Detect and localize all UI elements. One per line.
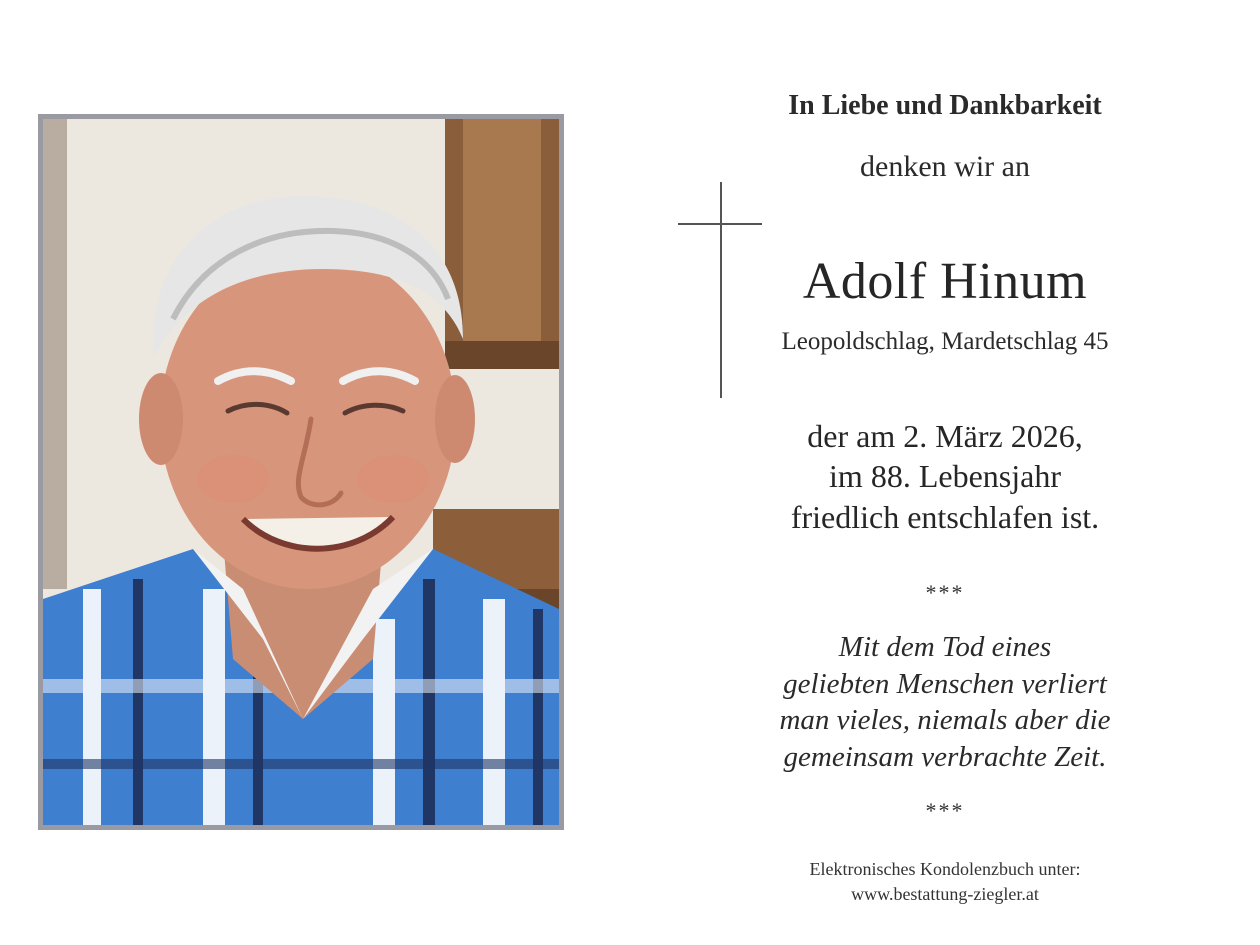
quote-line: gemeinsam verbrachte Zeit. <box>783 741 1107 773</box>
portrait-illustration <box>43 119 559 825</box>
deceased-address: Leopoldschlag, Mardetschlag 45 <box>781 328 1109 355</box>
separator-bottom: *** <box>925 798 965 823</box>
death-line-age: im 88. Lebensjahr <box>829 458 1061 494</box>
condolence-book-label: Elektronisches Kondolenzbuch unter: <box>809 859 1081 879</box>
death-line-passing: friedlich entschlafen ist. <box>790 499 1100 535</box>
deceased-name: Adolf Hinum <box>802 253 1088 310</box>
quote-line: man vieles, niemals aber die <box>779 704 1111 736</box>
death-line-date: der am 2. März 2026, <box>807 418 1083 454</box>
quote-line: geliebten Menschen verliert <box>783 668 1107 700</box>
portrait-photo <box>38 114 564 830</box>
condolence-book-url[interactable]: www.bestattung-ziegler.at <box>851 884 1039 904</box>
heading: In Liebe und Dankbarkeit <box>788 90 1102 121</box>
quote-line: Mit dem Tod eines <box>838 631 1052 663</box>
intro-text: denken wir an <box>860 150 1030 183</box>
separator-top: *** <box>925 580 965 605</box>
